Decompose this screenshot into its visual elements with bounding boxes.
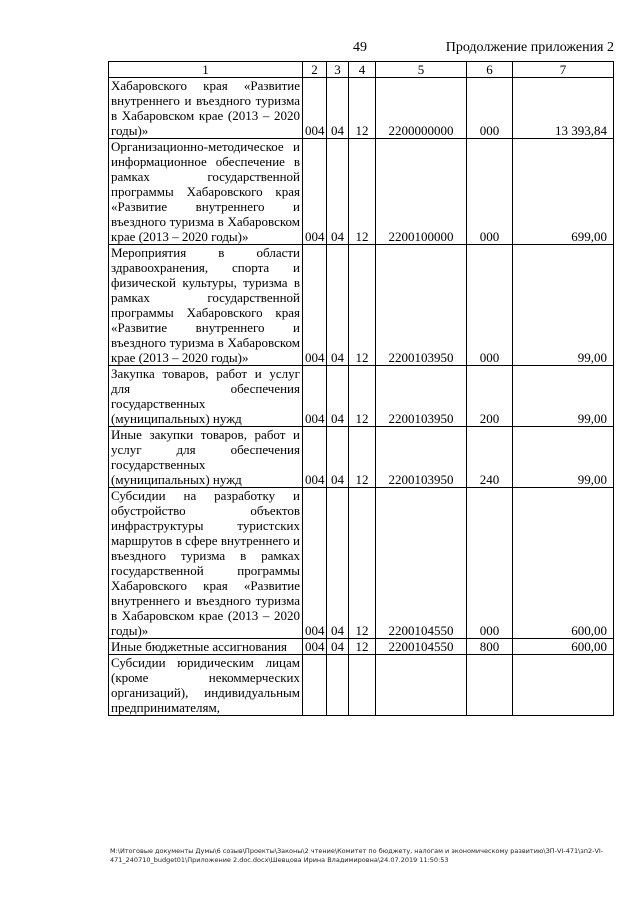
cell-target: 2200104550 xyxy=(376,488,467,639)
row-name: Закупка товаров, работ и услуг для обеспечения государственных (муниципальных) нужд xyxy=(109,366,303,427)
cell-section: 04 xyxy=(327,139,349,245)
table-row xyxy=(109,488,614,639)
table-row xyxy=(109,366,614,427)
cell-code: 004 xyxy=(303,139,327,245)
cell-subsection: 12 xyxy=(349,488,376,639)
cell-section: 04 xyxy=(327,427,349,488)
column-header: 7 xyxy=(513,62,614,78)
cell-section: 04 xyxy=(327,366,349,427)
cell-subsection: 12 xyxy=(349,639,376,655)
cell-code xyxy=(303,655,327,716)
row-name: Мероприятия в области здравоохранения, спорта и физической культуры, туризма в рамках государственной программы Хабаровского края «Развитие внутреннего и въездного туризма в Хабаровском крае (2013 – 2020 годы)» xyxy=(109,245,303,366)
table-header-row xyxy=(109,62,614,78)
table-row xyxy=(109,245,614,366)
column-header: 3 xyxy=(327,62,349,78)
table-row xyxy=(109,139,614,245)
cell-subsection: 12 xyxy=(349,139,376,245)
cell-expense-type: 000 xyxy=(467,139,513,245)
cell-amount: 99,00 xyxy=(513,427,614,488)
cell-expense-type: 000 xyxy=(467,488,513,639)
cell-target: 2200000000 xyxy=(376,78,467,139)
column-header: 1 xyxy=(109,62,303,78)
cell-target: 2200103950 xyxy=(376,245,467,366)
cell-section: 04 xyxy=(327,78,349,139)
table-row xyxy=(109,655,614,716)
column-header: 5 xyxy=(376,62,467,78)
cell-subsection xyxy=(349,655,376,716)
cell-code: 004 xyxy=(303,366,327,427)
cell-amount: 99,00 xyxy=(513,245,614,366)
table-row xyxy=(109,78,614,139)
budget-table xyxy=(108,61,614,716)
cell-amount: 600,00 xyxy=(513,639,614,655)
cell-subsection: 12 xyxy=(349,245,376,366)
column-header: 6 xyxy=(467,62,513,78)
cell-section: 04 xyxy=(327,245,349,366)
cell-subsection: 12 xyxy=(349,366,376,427)
table-row xyxy=(109,427,614,488)
continuation-label: Продолжение приложения 2 xyxy=(445,40,614,55)
cell-code: 004 xyxy=(303,488,327,639)
cell-expense-type: 240 xyxy=(467,427,513,488)
cell-target: 2200100000 xyxy=(376,139,467,245)
cell-expense-type: 000 xyxy=(467,78,513,139)
row-name: Субсидии юридическим лицам (кроме некоммерческих организаций), индивидуальным предпринимателям, xyxy=(109,655,303,716)
cell-amount: 600,00 xyxy=(513,488,614,639)
row-name: Субсидии на разработку и обустройство объектов инфраструктуры туристских маршрутов в сфере внутреннего и въездного туризма в рамках государственной программы Хабаровского края «Развитие внутреннего и въездного туризма в Хабаровском крае (2013 – 2020 годы)» xyxy=(109,488,303,639)
cell-amount: 699,00 xyxy=(513,139,614,245)
cell-expense-type: 800 xyxy=(467,639,513,655)
cell-amount: 13 393,84 xyxy=(513,78,614,139)
column-header: 4 xyxy=(349,62,376,78)
cell-amount: 99,00 xyxy=(513,366,614,427)
row-name: Иные бюджетные ассигнования xyxy=(109,639,303,655)
table-row xyxy=(109,639,614,655)
cell-code: 004 xyxy=(303,245,327,366)
cell-expense-type xyxy=(467,655,513,716)
cell-subsection: 12 xyxy=(349,78,376,139)
cell-code: 004 xyxy=(303,639,327,655)
cell-section: 04 xyxy=(327,488,349,639)
cell-expense-type: 200 xyxy=(467,366,513,427)
cell-section xyxy=(327,655,349,716)
row-name: Хабаровского края «Развитие внутреннего и въездного туризма в Хабаровском крае (2013 – 2020 годы)» xyxy=(109,78,303,139)
cell-code: 004 xyxy=(303,427,327,488)
cell-code: 004 xyxy=(303,78,327,139)
cell-subsection: 12 xyxy=(349,427,376,488)
cell-target: 2200104550 xyxy=(376,639,467,655)
cell-section: 04 xyxy=(327,639,349,655)
file-path-footer: M:\Итоговые документы Думы\6 созыв\Проекты\Законы\2 чтение\Комитет по бюджету, налогам и экономическому развитию\ЗП-VI-471\зп2-VI-471_240710_budget01\Приложение 2.doc.docx\Шевцова Ирина Владимировна\24.07.2019 11:50:53 xyxy=(110,847,604,864)
cell-target: 2200103950 xyxy=(376,427,467,488)
page-number: 49 xyxy=(353,40,367,55)
cell-target xyxy=(376,655,467,716)
cell-expense-type: 000 xyxy=(467,245,513,366)
row-name: Организационно-методическое и информационное обеспечение в рамках государственной программы Хабаровского края «Развитие внутреннего и въездного туризма в Хабаровском крае (2013 – 2020 годы)» xyxy=(109,139,303,245)
cell-target: 2200103950 xyxy=(376,366,467,427)
row-name: Иные закупки товаров, работ и услуг для обеспечения государственных (муниципальных) нужд xyxy=(109,427,303,488)
cell-amount xyxy=(513,655,614,716)
column-header: 2 xyxy=(303,62,327,78)
